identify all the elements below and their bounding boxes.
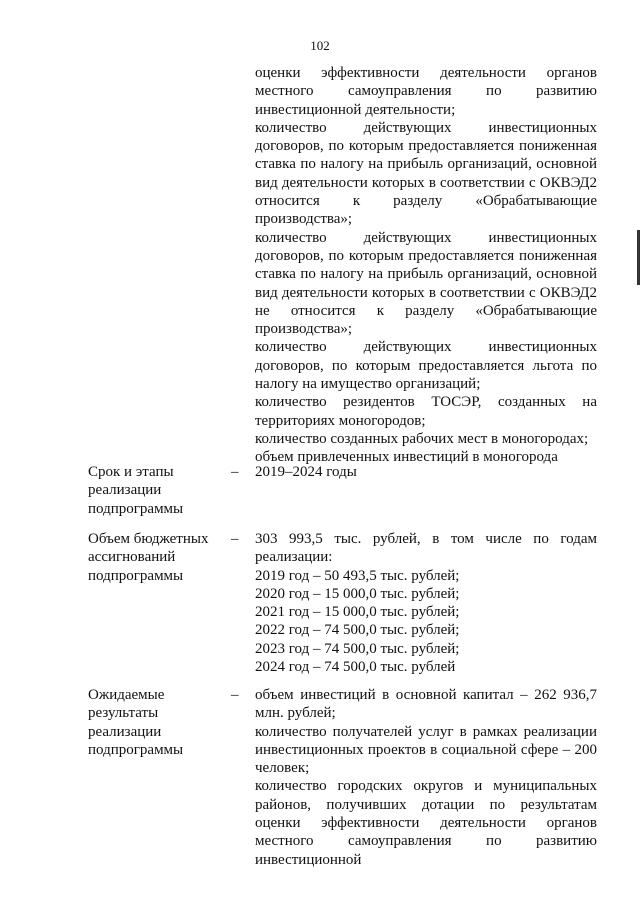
result-item: количество городских округов и муниципальных районов, получивших дотации по результатам оценки эффективности деятельности органов местного самоуправления по развитию инвестиционной (255, 778, 597, 868)
dash-separator: – (231, 464, 239, 480)
budget-total-line: 303 993,5 тыс. рублей, в том числе по годам реализации: (255, 531, 597, 566)
indicator-item: количество действующих инвестиционных договоров, по которым предоставляется пониженная ставка по налогу на прибыль организаций, основной вид деятельности которых в соответствии с ОКВЭД2 не относится к разделу «Обрабатывающие производства»; (255, 229, 597, 338)
indicator-item: оценки эффективности деятельности органов местного самоуправления по развитию инвестиционной деятельности; (255, 65, 597, 118)
page-number: 102 (310, 38, 330, 53)
continued-indicators-list (255, 64, 597, 467)
budget-label: Объем бюджетных ассигнований подпрограммы (88, 531, 209, 584)
term-value (255, 463, 597, 481)
dash-separator: – (231, 687, 239, 703)
expected-results-value (255, 686, 597, 869)
result-item: объем инвестиций в основной капитал – 262 936,7 млн. рублей; (255, 687, 597, 722)
budget-value (255, 530, 597, 676)
indicator-item: объем привлеченных инвестиций в моногорода (255, 449, 558, 466)
result-item: количество получателей услуг в рамках реализации инвестиционных проектов в социальной сфере – 200 человек; (255, 723, 597, 777)
indicator-item: количество действующих инвестиционных договоров, по которым предоставляется пониженная ставка по налогу на прибыль организаций, основной вид деятельности которых в соответствии с ОКВЭД2 относится к разделу «Обрабатывающие производства»; (255, 119, 597, 228)
budget-year-line: 2023 год – 74 500,0 тыс. рублей; (255, 640, 460, 657)
indicator-item: количество созданных рабочих мест в моногородах; (255, 430, 589, 447)
budget-year-line: 2024 год – 74 500,0 тыс. рублей (255, 659, 456, 676)
budget-year-line: 2022 год – 74 500,0 тыс. рублей; (255, 622, 460, 639)
budget-year-line: 2019 год – 50 493,5 тыс. рублей; (255, 567, 460, 584)
dash-separator: – (231, 531, 239, 547)
budget-year-line: 2021 год – 15 000,0 тыс. рублей; (255, 604, 460, 621)
indicator-item: количество действующих инвестиционных договоров, по которым предоставляется льгота по налогу на имущество организаций; (255, 339, 597, 393)
term-value-line: 2019–2024 годы (255, 464, 357, 480)
indicator-item: количество резидентов ТОСЭР, созданных на территориях моногородов; (255, 394, 597, 429)
budget-year-line: 2020 год – 15 000,0 тыс. рублей; (255, 585, 460, 602)
term-label: Срок и этапы реализации подпрограммы (88, 464, 184, 517)
expected-results-label: Ожидаемые результаты реализации подпрограммы (88, 687, 184, 758)
